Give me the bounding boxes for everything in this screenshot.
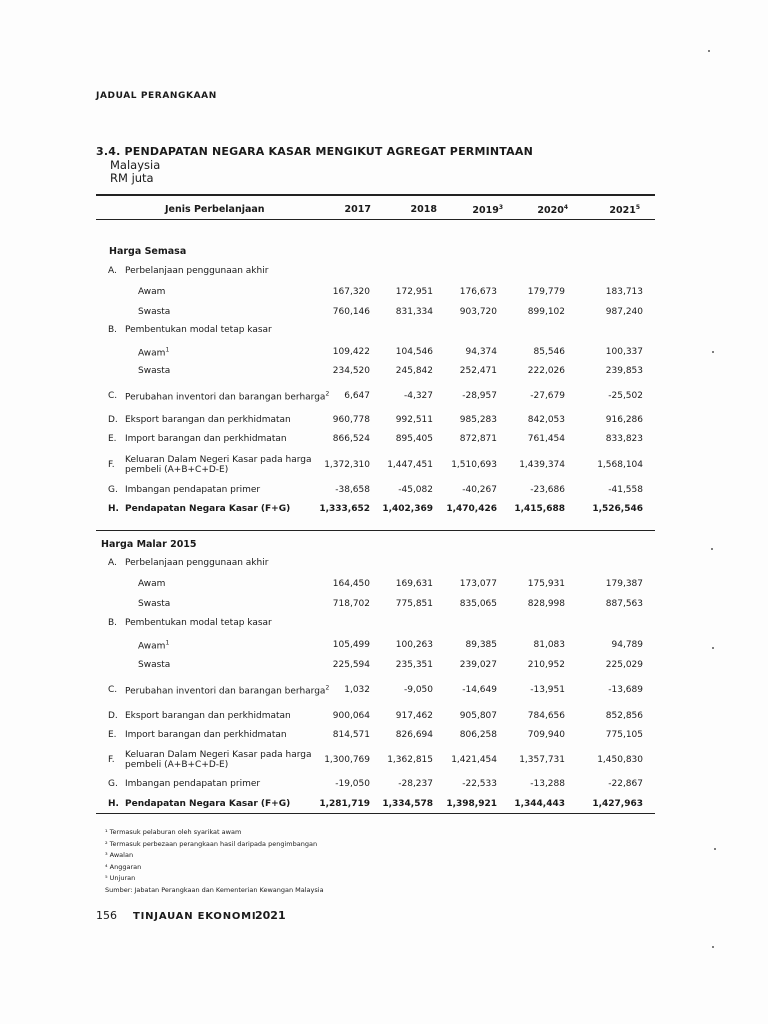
cell-2020: 85,546 <box>533 347 565 357</box>
column-header-footnote-mark: 5 <box>635 204 640 211</box>
cell-2017: 6,647 <box>344 391 370 401</box>
row-label-text: Imbangan pendapatan primer <box>125 485 261 495</box>
cell-2017: 718,702 <box>332 599 370 609</box>
row-letter: A. <box>108 558 117 568</box>
cell-2017: 814,571 <box>332 730 370 740</box>
cell-2018: 100,263 <box>395 640 433 650</box>
cell-2020: 81,083 <box>533 640 565 650</box>
cell-2020: 828,998 <box>527 599 565 609</box>
subtitle-country: Malaysia <box>110 158 161 172</box>
row-letter: E. <box>108 434 117 444</box>
row-label-text: Import barangan dan perkhidmatan <box>125 434 287 444</box>
cell-2020: -13,288 <box>530 779 565 789</box>
cell-2019: -14,649 <box>462 685 497 695</box>
cell-2017: 1,372,310 <box>324 460 370 470</box>
cell-2019: 905,807 <box>459 711 497 721</box>
row-label <box>125 558 268 568</box>
footnote: ² Termasuk perbezaan perangkaan hasil daripada pengimbangan <box>105 839 318 848</box>
header-bottom-rule <box>96 219 655 220</box>
row-label <box>125 390 329 403</box>
row-label-text: Eksport barangan dan perkhidmatan <box>125 711 291 721</box>
cell-2021: 775,105 <box>605 730 643 740</box>
column-header-year: 2020 <box>537 205 564 217</box>
row-label-text: Pendapatan Negara Kasar (F+G) <box>125 504 291 514</box>
cell-2019: 1,398,921 <box>446 799 497 809</box>
row-label <box>125 799 290 809</box>
cell-2020: -13,951 <box>530 685 565 695</box>
row-label-text: Pembentukan modal tetap kasar <box>125 618 272 628</box>
cell-2020: 784,656 <box>527 711 565 721</box>
footnote: ⁴ Anggaran <box>105 862 142 871</box>
cell-2017: -19,050 <box>335 779 370 789</box>
cell-2018: 1,362,815 <box>387 755 433 765</box>
cell-2021: 1,526,546 <box>592 504 643 514</box>
row-label <box>125 779 260 789</box>
cell-2017: 1,333,652 <box>319 504 370 514</box>
column-header-footnote-mark: 4 <box>563 204 568 211</box>
cell-2017: 900,064 <box>332 711 370 721</box>
column-header-year: 2017 <box>344 204 371 215</box>
cell-2021: -13,689 <box>608 685 643 695</box>
running-header: JADUAL PERANGKAAN <box>96 91 217 101</box>
table-row-c <box>0 384 768 408</box>
cell-2017: 1,032 <box>344 685 370 695</box>
row-label-text: Swasta <box>138 366 171 376</box>
cell-2017: 1,300,769 <box>324 755 370 765</box>
cell-2017: 234,520 <box>332 366 370 376</box>
row-letter: E. <box>108 730 117 740</box>
cell-2021: 1,450,830 <box>597 755 643 765</box>
cell-2020: 222,026 <box>527 366 565 376</box>
cell-2021: 1,568,104 <box>597 460 643 470</box>
column-header-year: 2019 <box>472 205 499 217</box>
row-letter: G. <box>108 485 118 495</box>
table-row-h <box>0 497 768 521</box>
cell-2019: 94,374 <box>465 347 497 357</box>
row-label <box>125 711 291 721</box>
cell-2020: -23,686 <box>530 485 565 495</box>
cell-2019: 835,065 <box>459 599 497 609</box>
cell-2019: 89,385 <box>465 640 497 650</box>
cell-2017: 960,778 <box>332 415 370 425</box>
row-label <box>138 599 170 609</box>
row-label <box>125 504 290 514</box>
cell-2021: 916,286 <box>605 415 643 425</box>
row-label <box>138 579 165 589</box>
cell-2021: 239,853 <box>605 366 643 376</box>
row-letter: D. <box>108 415 118 425</box>
cell-2018: 775,851 <box>395 599 433 609</box>
cell-2017: 164,450 <box>332 579 370 589</box>
cell-2020: 761,454 <box>527 434 565 444</box>
table-top-rule <box>96 194 655 196</box>
cell-2018: -4,327 <box>403 391 433 401</box>
cell-2021: -41,558 <box>608 485 643 495</box>
cell-2019: 1,421,454 <box>451 755 497 765</box>
table-row-f <box>0 748 768 772</box>
scan-speck <box>708 50 710 52</box>
section-title: Harga Semasa <box>109 246 187 257</box>
row-label <box>125 485 260 495</box>
cell-2017: 105,499 <box>332 640 370 650</box>
cell-2018: 895,405 <box>395 434 433 444</box>
row-label <box>125 415 291 425</box>
cell-2019: 176,673 <box>459 287 497 297</box>
cell-2018: -9,050 <box>403 685 433 695</box>
cell-2021: 100,337 <box>605 347 643 357</box>
cell-2021: -22,867 <box>608 779 643 789</box>
cell-2020: 842,053 <box>527 415 565 425</box>
row-label <box>125 434 287 444</box>
column-header-footnote-mark: 3 <box>498 204 503 211</box>
cell-2019: 985,283 <box>459 415 497 425</box>
column-header-year: 2021 <box>609 205 636 217</box>
table-row-e <box>0 427 768 451</box>
cell-2021: 183,713 <box>605 287 643 297</box>
column-header-2020 <box>498 204 568 216</box>
cell-2018: 104,546 <box>395 347 433 357</box>
row-label-text: Swasta <box>138 660 171 670</box>
cell-2020: 1,439,374 <box>519 460 565 470</box>
cell-2018: -28,237 <box>398 779 433 789</box>
cell-2020: 1,415,688 <box>514 504 565 514</box>
cell-2020: 1,357,731 <box>519 755 565 765</box>
row-footnote-mark: 1 <box>165 346 170 354</box>
row-footnote-mark: 2 <box>325 684 330 692</box>
row-label-text: Keluaran Dalam Negeri Kasar pada harga pembeli (A+B+C+D-E) <box>125 750 312 770</box>
table-bottom-rule <box>96 813 655 814</box>
cell-2021: 1,427,963 <box>592 799 643 809</box>
row-label-text: Perubahan inventori dan barangan berharga <box>125 686 326 697</box>
row-letter: G. <box>108 779 118 789</box>
cell-2021: -25,502 <box>608 391 643 401</box>
subtitle-unit: RM juta <box>110 171 154 185</box>
row-label <box>125 325 272 335</box>
row-label <box>138 639 169 652</box>
column-header-2019 <box>433 204 503 216</box>
row-label-text: Perubahan inventori dan barangan berharga <box>125 392 326 403</box>
row-label-text: Pendapatan Negara Kasar (F+G) <box>125 799 291 809</box>
row-letter: D. <box>108 711 118 721</box>
cell-2019: 1,510,693 <box>451 460 497 470</box>
cell-2018: 1,402,369 <box>382 504 433 514</box>
table-row-b <box>0 611 768 635</box>
row-label-text: Swasta <box>138 599 171 609</box>
footnote: ⁵ Unjuran <box>105 874 136 882</box>
cell-2021: 987,240 <box>605 307 643 317</box>
row-letter: H. <box>108 504 119 514</box>
cell-2020: -27,679 <box>530 391 565 401</box>
row-letter: B. <box>108 618 118 628</box>
cell-2020: 179,779 <box>527 287 565 297</box>
publication-year: 2021 <box>255 909 286 922</box>
cell-2017: 109,422 <box>332 347 370 357</box>
table-row-e <box>0 723 768 747</box>
cell-2019: 872,871 <box>459 434 497 444</box>
cell-2018: 992,511 <box>395 415 433 425</box>
row-label-text: Awam <box>138 287 166 297</box>
row-label-text: Awam <box>138 579 166 589</box>
cell-2018: 1,447,451 <box>387 460 433 470</box>
row-footnote-mark: 2 <box>325 390 330 398</box>
cell-2018: 917,462 <box>395 711 433 721</box>
row-label <box>138 346 169 359</box>
cell-2018: 826,694 <box>395 730 433 740</box>
row-label-text: Import barangan dan perkhidmatan <box>125 730 287 740</box>
cell-2021: 833,823 <box>605 434 643 444</box>
cell-2021: 179,387 <box>605 579 643 589</box>
row-letter: B. <box>108 325 118 335</box>
cell-2019: 1,470,426 <box>446 504 497 514</box>
row-label-text: Perbelanjaan penggunaan akhir <box>125 266 269 276</box>
row-letter: C. <box>108 685 118 695</box>
cell-2019: 239,027 <box>459 660 497 670</box>
table-row-f <box>0 453 768 477</box>
cell-2020: 899,102 <box>527 307 565 317</box>
source-note: Sumber: Jabatan Perangkaan dan Kementerian Kewangan Malaysia <box>105 885 324 894</box>
cell-2021: 225,029 <box>605 660 643 670</box>
scan-speck <box>712 351 714 353</box>
cell-2018: -45,082 <box>398 485 433 495</box>
table-row-b-swasta <box>0 359 768 383</box>
scan-speck <box>714 848 716 850</box>
row-footnote-mark: 1 <box>165 639 170 647</box>
cell-2020: 1,344,443 <box>514 799 565 809</box>
cell-2019: -40,267 <box>462 485 497 495</box>
cell-2018: 172,951 <box>395 287 433 297</box>
header-label: Jenis Perbelanjaan <box>165 204 265 215</box>
row-label <box>125 684 329 697</box>
scan-speck <box>712 647 714 649</box>
page-number: 156 <box>96 909 117 922</box>
cell-2019: -28,957 <box>462 391 497 401</box>
row-label <box>125 730 287 740</box>
row-label <box>125 266 268 276</box>
row-label <box>138 366 170 376</box>
cell-2017: 225,594 <box>332 660 370 670</box>
row-letter: C. <box>108 391 118 401</box>
cell-2021: 94,789 <box>611 640 643 650</box>
row-label <box>138 660 170 670</box>
cell-2020: 709,940 <box>527 730 565 740</box>
cell-2017: 760,146 <box>332 307 370 317</box>
cell-2018: 831,334 <box>395 307 433 317</box>
cell-2021: 887,563 <box>605 599 643 609</box>
section-divider-rule <box>96 530 655 531</box>
row-letter: H. <box>108 799 119 809</box>
footnote: ¹ Termasuk pelaburan oleh syarikat awam <box>105 828 242 836</box>
table-title: 3.4. PENDAPATAN NEGARA KASAR MENGIKUT AGREGAT PERMINTAAN <box>96 145 533 158</box>
cell-2019: 903,720 <box>459 307 497 317</box>
row-label <box>138 287 165 297</box>
cell-2018: 169,631 <box>395 579 433 589</box>
row-letter: F. <box>108 460 115 470</box>
cell-2018: 1,334,578 <box>382 799 433 809</box>
row-label-text: Swasta <box>138 307 171 317</box>
publication-title: TINJAUAN EKONOMI <box>133 911 257 922</box>
cell-2019: -22,533 <box>462 779 497 789</box>
column-header-2021 <box>570 204 640 216</box>
cell-2018: 245,842 <box>395 366 433 376</box>
table-row-b <box>0 318 768 342</box>
cell-2018: 235,351 <box>395 660 433 670</box>
row-letter: F. <box>108 755 115 765</box>
cell-2021: 852,856 <box>605 711 643 721</box>
footnote: ³ Awalan <box>105 851 134 859</box>
scan-speck <box>711 548 713 550</box>
row-label-text: Eksport barangan dan perkhidmatan <box>125 415 291 425</box>
cell-2017: -38,658 <box>335 485 370 495</box>
cell-2019: 252,471 <box>459 366 497 376</box>
column-header-year: 2018 <box>410 204 437 215</box>
cell-2017: 1,281,719 <box>319 799 370 809</box>
row-label <box>125 618 272 628</box>
scan-speck <box>712 946 714 948</box>
cell-2019: 173,077 <box>459 579 497 589</box>
row-label-text: Awam <box>138 348 166 359</box>
row-label-text: Imbangan pendapatan primer <box>125 779 261 789</box>
cell-2019: 806,258 <box>459 730 497 740</box>
row-label <box>138 307 170 317</box>
cell-2017: 866,524 <box>332 434 370 444</box>
cell-2020: 210,952 <box>527 660 565 670</box>
row-letter: A. <box>108 266 117 276</box>
column-header-2017 <box>301 204 371 215</box>
row-label-text: Awam <box>138 641 166 652</box>
column-header-2018 <box>367 204 437 215</box>
section-title: Harga Malar 2015 <box>101 539 197 550</box>
cell-2017: 167,320 <box>332 287 370 297</box>
table-row-c <box>0 678 768 702</box>
cell-2020: 175,931 <box>527 579 565 589</box>
footnotes <box>105 827 324 896</box>
row-label-text: Keluaran Dalam Negeri Kasar pada harga pembeli (A+B+C+D-E) <box>125 455 312 475</box>
row-label-text: Pembentukan modal tetap kasar <box>125 325 272 335</box>
table-row-b-swasta <box>0 653 768 677</box>
row-label-text: Perbelanjaan penggunaan akhir <box>125 558 269 568</box>
